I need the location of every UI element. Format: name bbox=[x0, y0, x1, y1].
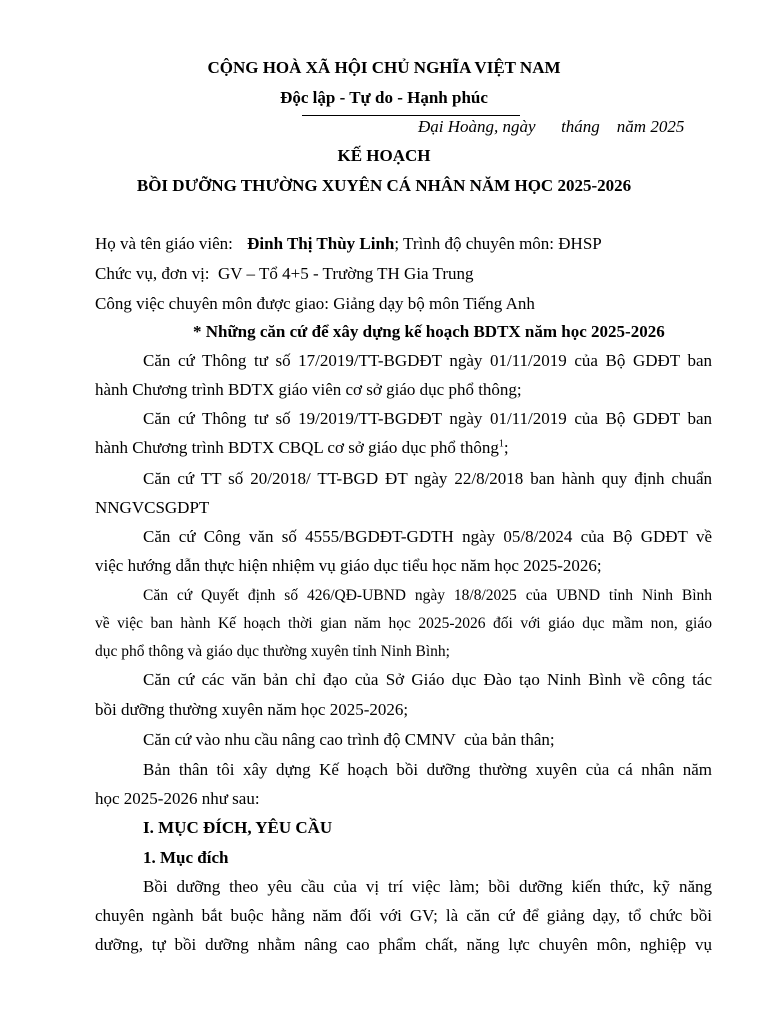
basis-p6-line1: Căn cứ các văn bản chỉ đạo của Sở Giáo dục Đào tạo Ninh Bình về công tác bbox=[143, 670, 712, 689]
basis-p4-line1: Căn cứ Công văn số 4555/BGDĐT-GDTH ngày 05/8/2024 của Bộ GDĐT về bbox=[143, 527, 712, 546]
position-line: Chức vụ, đơn vị: GV – Tổ 4+5 - Trường TH Gia Trung bbox=[95, 264, 474, 283]
basis-p2-line1: Căn cứ Thông tư số 19/2019/TT-BGDĐT ngày 01/11/2019 của Bộ GDĐT ban bbox=[143, 409, 712, 428]
purpose-p1-line1: Bồi dưỡng theo yêu cầu của vị trí việc làm; bồi dưỡng kiến thức, kỹ năng bbox=[143, 877, 712, 896]
place-date: Đại Hoàng, ngày tháng năm 2025 bbox=[418, 117, 685, 136]
degree-text: ; Trình độ chuyên môn: ĐHSP bbox=[394, 234, 602, 253]
plan-subtitle: BỒI DƯỠNG THƯỜNG XUYÊN CÁ NHÂN NĂM HỌC 2025-2026 bbox=[136, 176, 632, 195]
footnote-marker: 1 bbox=[498, 438, 504, 450]
basis-p8-line1: Bản thân tôi xây dựng Kế hoạch bồi dưỡng thường xuyên của cá nhân năm bbox=[143, 760, 712, 779]
basis-p1-line1: Căn cứ Thông tư số 17/2019/TT-BGDĐT ngày 01/11/2019 của Bộ GDĐT ban bbox=[143, 351, 712, 370]
purpose-p1-line3: dưỡng, tự bồi dưỡng nhằm nâng cao phẩm chất, năng lực chuyên môn, nghiệp vụ bbox=[95, 935, 712, 954]
plan-title: KẾ HOẠCH bbox=[337, 146, 431, 165]
motto: Độc lập - Tự do - Hạnh phúc bbox=[280, 88, 488, 107]
basis-p5-line1: Căn cứ Quyết định số 426/QĐ-UBND ngày 18/8/2025 của UBND tỉnh Ninh Bình bbox=[143, 587, 712, 604]
basis-p1-line2: hành Chương trình BDTX giáo viên cơ sở giáo dục phổ thông; bbox=[95, 380, 522, 399]
basis-p5-line3: dục phổ thông và giáo dục thường xuyên tỉnh Ninh Bình; bbox=[95, 643, 450, 660]
basis-p3-line1: Căn cứ TT số 20/2018/ TT-BGD ĐT ngày 22/8/2018 ban hành quy định chuẩn bbox=[143, 469, 712, 488]
basis-p2-text: hành Chương trình BDTX CBQL cơ sở giáo dục phổ thông bbox=[95, 438, 499, 457]
name-label: Họ và tên giáo viên: bbox=[95, 234, 238, 253]
basis-p2-line2 bbox=[95, 438, 509, 458]
teacher-info-line bbox=[95, 234, 602, 254]
basis-p8-line2: học 2025-2026 như sau: bbox=[95, 789, 260, 808]
teacher-name: Đinh Thị Thùy Linh bbox=[247, 234, 395, 253]
section-heading-purpose-requirements: I. MỤC ĐÍCH, YÊU CẦU bbox=[143, 818, 333, 837]
purpose-p1-line2: chuyên ngành bắt buộc hằng năm đối với GV; là căn cứ để giảng dạy, tổ chức bồi bbox=[95, 906, 712, 925]
basis-p5-line2: về việc ban hành Kế hoạch thời gian năm học 2025-2026 đối với giáo dục mầm non, giáo bbox=[95, 615, 712, 632]
nation-header: CỘNG HOÀ XÃ HỘI CHỦ NGHĨA VIỆT NAM bbox=[207, 58, 561, 77]
motto-underline bbox=[302, 115, 520, 116]
basis-p3-line2: NNGVCSGDPT bbox=[95, 498, 210, 517]
basis-p6-line2: bồi dưỡng thường xuyên năm học 2025-2026; bbox=[95, 700, 409, 719]
basis-p4-line2: việc hướng dẫn thực hiện nhiệm vụ giáo dục tiểu học năm học 2025-2026; bbox=[95, 556, 602, 575]
subsection-heading-purpose: 1. Mục đích bbox=[143, 848, 229, 867]
basis-p7: Căn cứ vào nhu cầu nâng cao trình độ CMNV của bản thân; bbox=[143, 730, 555, 749]
job-line: Công việc chuyên môn được giao: Giảng dạy bộ môn Tiếng Anh bbox=[95, 294, 535, 313]
basis-p2-end: ; bbox=[503, 438, 509, 457]
basis-heading: * Những căn cứ để xây dựng kế hoạch BDTX năm học 2025-2026 bbox=[193, 322, 665, 341]
